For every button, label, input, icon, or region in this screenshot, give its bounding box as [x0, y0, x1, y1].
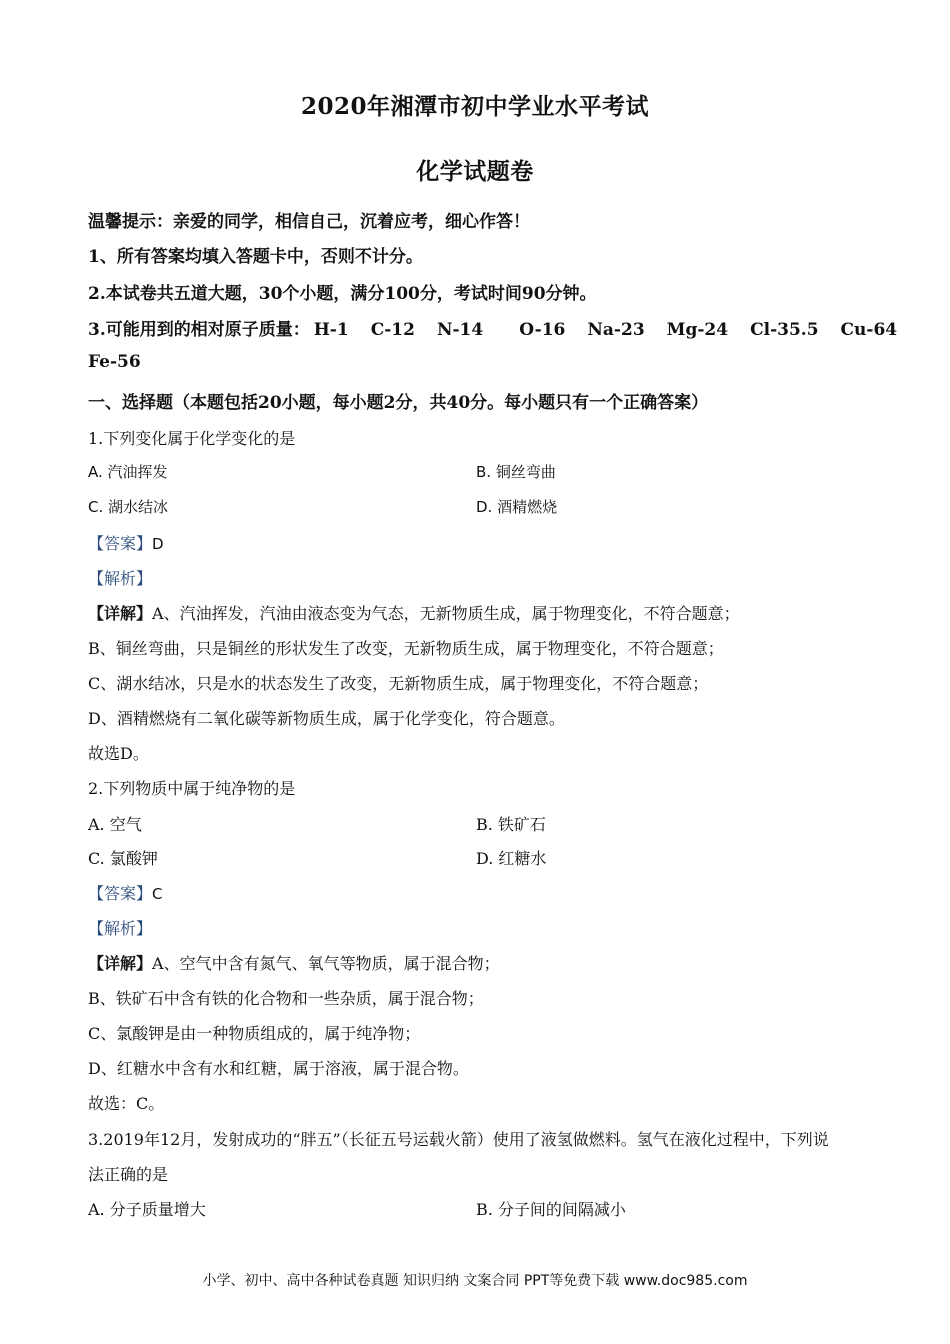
detail-line: C、氯酸钾是由一种物质组成的，属于纯净物； [88, 1024, 421, 1043]
detail-line: D、红糖水中含有水和红糖，属于溶液，属于混合物。 [88, 1059, 469, 1078]
detail-line: B、铜丝弯曲，只是铜丝的形状发生了改变，无新物质生成，属于物理变化，不符合题意； [88, 639, 724, 658]
detail-line [88, 951, 500, 974]
detail-text: A、汽油挥发，汽油由液态变为气态，无新物质生成，属于物理变化，不符合题意； [152, 604, 740, 623]
option-d: D. 红糖水 [476, 849, 547, 868]
atomic-mass: N-14 [436, 320, 484, 340]
analysis-label: 【解析】 [88, 569, 153, 588]
notice-rule-3-cont: Fe-56 [88, 352, 141, 372]
option-c: C. 湖水结冰 [88, 498, 169, 516]
notice-rule-2: 2.本试卷共五道大题，30个小题，满分100分，考试时间90分钟。 [88, 284, 597, 304]
answer-line [88, 881, 163, 904]
detail-line: D、酒精燃烧有二氧化碳等新物质生成，属于化学变化，符合题意。 [88, 709, 565, 728]
answer-line [88, 531, 164, 554]
question-stem: 2.下列物质中属于纯净物的是 [88, 779, 296, 798]
atomic-mass: H-1 [313, 320, 349, 340]
atomic-mass: O-16 [519, 320, 566, 340]
conclusion: 故选：C。 [88, 1094, 165, 1113]
answer-label: 【答案】 [88, 884, 153, 903]
conclusion: 故选D。 [88, 744, 149, 763]
question-stem: 3.2019年12月，发射成功的“胖五”（长征五号运载火箭）使用了液氢做燃料。氢气在液化过程中，下列说 [88, 1130, 829, 1149]
question-stem-cont: 法正确的是 [88, 1165, 169, 1184]
detail-line [88, 601, 740, 624]
atomic-mass: Cl-35.5 [750, 320, 819, 340]
page-subtitle: 化学试题卷 [416, 158, 534, 185]
notice-rule-3 [88, 315, 897, 340]
option-b: B. 铁矿石 [476, 815, 546, 834]
atomic-mass: C-12 [370, 320, 415, 340]
detail-text: A、空气中含有氮气、氧气等物质，属于混合物； [152, 954, 500, 973]
option-b: B. 分子间的间隔减小 [476, 1200, 626, 1219]
atomic-mass-prefix: 3.可能用到的相对原子质量： [88, 320, 310, 340]
detail-label: 【详解】 [88, 954, 153, 973]
page-title: 2020年湘潭市初中学业水平考试 [300, 93, 649, 120]
answer-label: 【答案】 [88, 534, 153, 553]
atomic-mass: Mg-24 [666, 320, 729, 340]
option-d: D. 酒精燃烧 [476, 498, 558, 516]
atomic-mass: Na-23 [587, 320, 645, 340]
section-heading: 一、选择题（本题包括20小题，每小题2分，共40分。每小题只有一个正确答案） [88, 393, 709, 413]
notice-rule-1: 1、所有答案均填入答题卡中，否则不计分。 [88, 247, 423, 267]
detail-line: B、铁矿石中含有铁的化合物和一些杂质，属于混合物； [88, 989, 484, 1008]
analysis-label: 【解析】 [88, 919, 153, 938]
answer-value: C [152, 885, 163, 903]
detail-line: C、湖水结冰，只是水的状态发生了改变，无新物质生成，属于物理变化，不符合题意； [88, 674, 709, 693]
answer-value: D [152, 535, 164, 553]
option-a: A. 空气 [88, 815, 142, 834]
detail-label: 【详解】 [88, 604, 153, 623]
option-a: A. 分子质量增大 [88, 1200, 206, 1219]
atomic-mass: Cu-64 [840, 320, 898, 340]
notice-tip: 温馨提示：亲爱的同学，相信自己，沉着应考，细心作答！ [88, 212, 530, 232]
page-footer: 小学、初中、高中各种试卷真题 知识归纳 文案合同 PPT等免费下载 www.doc985.com [202, 1273, 748, 1289]
question-stem: 1.下列变化属于化学变化的是 [88, 429, 296, 448]
option-b: B. 铜丝弯曲 [476, 463, 556, 481]
option-c: C. 氯酸钾 [88, 849, 158, 868]
option-a: A. 汽油挥发 [88, 463, 168, 481]
